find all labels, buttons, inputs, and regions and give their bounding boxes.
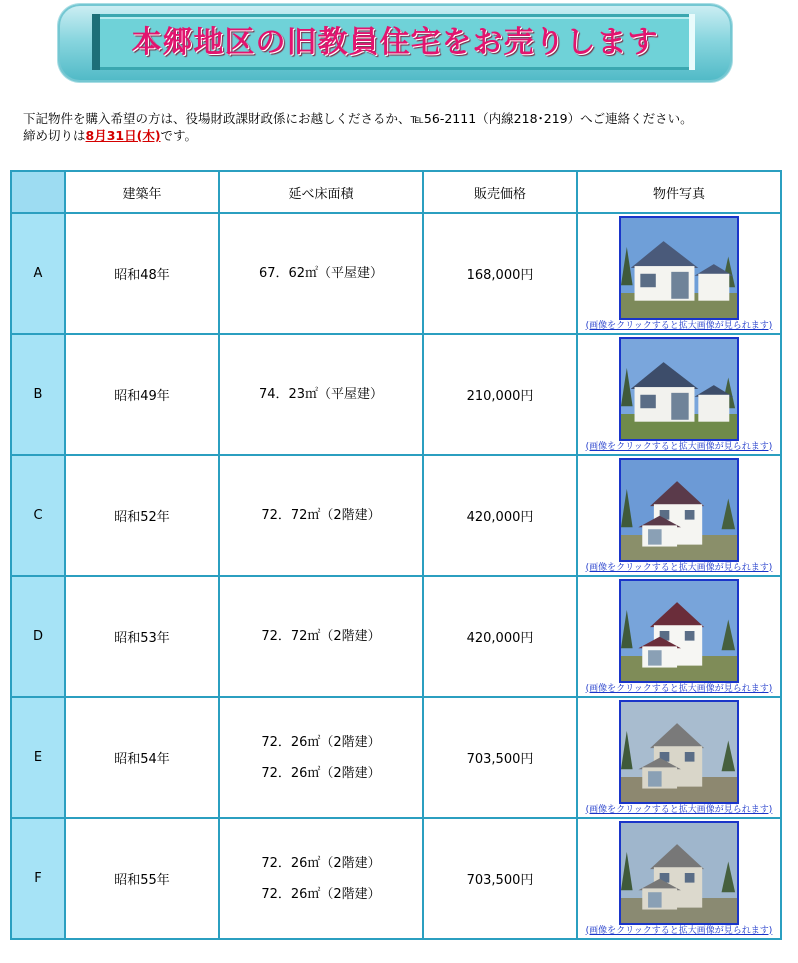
price: 168,000円: [423, 213, 577, 334]
floor-area-value: 72．26㎡（2階建）: [261, 886, 381, 902]
floor-area-value: 72．26㎡（2階建）: [261, 765, 381, 781]
property-table: [10, 170, 782, 940]
photo-caption-link[interactable]: (画像をクリックすると拡大画像が見られます): [585, 441, 773, 452]
built-year: 昭和55年: [65, 818, 219, 939]
photo-cell: [577, 576, 781, 697]
header-built-year: 建築年: [65, 171, 219, 213]
header-floor-area: 延べ床面積: [219, 171, 423, 213]
floor-area-cell: [219, 697, 423, 818]
notice-prefix: 締め切りは: [23, 128, 86, 143]
page-title: 本郷地区の旧教員住宅をお売りします: [131, 25, 659, 60]
floor-area-cell: [219, 334, 423, 455]
photo-cell: [577, 334, 781, 455]
price: 210,000円: [423, 334, 577, 455]
property-id: C: [11, 455, 65, 576]
photo-cell: [577, 213, 781, 334]
header-price: 販売価格: [423, 171, 577, 213]
floor-area-cell: [219, 576, 423, 697]
photo-caption-link[interactable]: (画像をクリックすると拡大画像が見られます): [585, 320, 773, 331]
photo-caption-link[interactable]: (画像をクリックすると拡大画像が見られます): [585, 683, 773, 694]
floor-area-cell: [219, 213, 423, 334]
notice-line-1: 下記物件を購入希望の方は、役場財政課財政係にお越しくださるか、℡56-2111（内線218･219）へご連絡ください。: [23, 111, 693, 126]
property-id: D: [11, 576, 65, 697]
price: 703,500円: [423, 697, 577, 818]
photo-cell: [577, 697, 781, 818]
built-year: 昭和52年: [65, 455, 219, 576]
photo-cell: [577, 818, 781, 939]
photo-link[interactable]: [586, 821, 773, 937]
floor-area-value: 74．23㎡（平屋建）: [258, 387, 384, 402]
header-photo: 物件写真: [577, 171, 781, 213]
notice-line-2: [23, 127, 783, 144]
table-row: [11, 334, 781, 455]
price: 420,000円: [423, 576, 577, 697]
photo-caption-link[interactable]: (画像をクリックすると拡大画像が見られます): [585, 804, 773, 815]
property-photo[interactable]: [619, 337, 739, 441]
property-photo[interactable]: [619, 579, 739, 683]
floor-area-value: 72．26㎡（2階建）: [261, 855, 381, 871]
table-row: [11, 576, 781, 697]
photo-cell: [577, 455, 781, 576]
photo-link[interactable]: [586, 216, 773, 332]
photo-link[interactable]: [586, 700, 773, 816]
photo-link[interactable]: [586, 337, 773, 453]
table-row: [11, 213, 781, 334]
floor-area-value: 67．62㎡（平屋建）: [258, 266, 384, 281]
built-year: 昭和53年: [65, 576, 219, 697]
table-row: [11, 818, 781, 939]
photo-link[interactable]: [586, 579, 773, 695]
photo-link[interactable]: [586, 458, 773, 574]
property-photo[interactable]: [619, 700, 739, 804]
photo-caption-link[interactable]: (画像をクリックすると拡大画像が見られます): [585, 562, 773, 573]
floor-area-cell: [219, 455, 423, 576]
built-year: 昭和49年: [65, 334, 219, 455]
property-id: E: [11, 697, 65, 818]
table-header-row: [11, 171, 781, 213]
table-row: [11, 697, 781, 818]
deadline-date: 8月31日(木): [85, 128, 161, 143]
floor-area-value: 72．72㎡（2階建）: [261, 508, 381, 523]
property-id: F: [11, 818, 65, 939]
property-id: B: [11, 334, 65, 455]
floor-area-value: 72．72㎡（2階建）: [261, 629, 381, 644]
notice-text: [23, 110, 783, 144]
table-row: [11, 455, 781, 576]
photo-caption-link[interactable]: (画像をクリックすると拡大画像が見られます): [585, 925, 773, 936]
price: 420,000円: [423, 455, 577, 576]
floor-area-cell: [219, 818, 423, 939]
built-year: 昭和48年: [65, 213, 219, 334]
header-id: [11, 171, 65, 213]
floor-area-value: 72．26㎡（2階建）: [261, 734, 381, 750]
property-photo[interactable]: [619, 458, 739, 562]
property-id: A: [11, 213, 65, 334]
property-photo[interactable]: [619, 216, 739, 320]
banner-left-bar: [92, 14, 100, 70]
price: 703,500円: [423, 818, 577, 939]
property-photo[interactable]: [619, 821, 739, 925]
notice-suffix: です。: [160, 128, 198, 143]
built-year: 昭和54年: [65, 697, 219, 818]
